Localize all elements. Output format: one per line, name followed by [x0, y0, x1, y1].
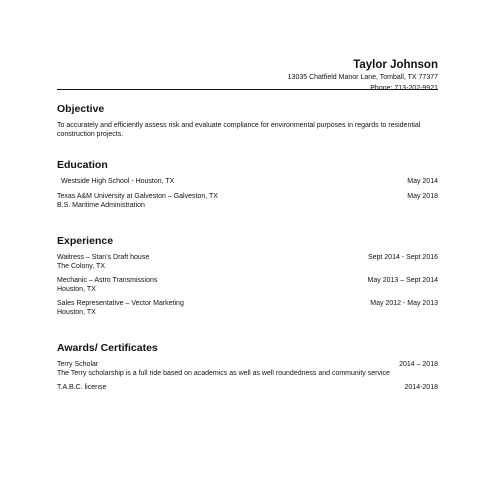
education-entry: [57, 192, 438, 210]
award-entry: [57, 383, 438, 392]
section-title-awards: Awards/ Certificates: [57, 342, 158, 354]
section-title-objective: Objective: [57, 103, 105, 115]
awards-section: [57, 342, 438, 392]
education-section: [57, 159, 438, 210]
experience-entry: [57, 299, 438, 317]
award-dates: 2014 – 2018: [399, 361, 438, 368]
candidate-name: Taylor Johnson: [353, 59, 438, 71]
job-title: Waitress – Stan’s Draft house: [57, 254, 150, 261]
experience-entry: [57, 253, 438, 271]
education-date: May 2014: [407, 178, 438, 185]
education-degree: B.S. Maritime Administration: [57, 202, 145, 209]
education-school: Westside High School - Houston, TX: [61, 178, 175, 185]
job-location: The Colony, TX: [57, 263, 105, 270]
education-school: Texas A&M University at Galveston – Galveston, TX: [57, 193, 218, 200]
job-dates: May 2012 - May 2013: [370, 300, 438, 307]
job-dates: Sept 2014 - Sept 2016: [367, 254, 438, 261]
objective-text: To accurately and efficiently assess risk and evaluate compliance for environmental purposes in regards to residential construction projects.: [57, 122, 421, 138]
experience-section: [57, 235, 438, 317]
job-dates: May 2013 – Sept 2014: [367, 277, 438, 284]
award-name: Terry Scholar: [57, 361, 99, 368]
award-entry: [57, 360, 438, 378]
objective-section: [57, 103, 438, 139]
header-divider: [57, 89, 438, 90]
education-date: May 2018: [407, 193, 438, 200]
job-title: Mechanic – Astro Transmissions: [57, 277, 158, 284]
award-name: T.A.B.C. license: [57, 384, 107, 391]
section-title-experience: Experience: [57, 235, 114, 247]
job-title: Sales Representative – Vector Marketing: [57, 300, 184, 307]
phone: Phone: 713-202-9921: [370, 85, 438, 92]
award-description: The Terry scholarship is a full ride based on academics as well as well roundedness and community service: [57, 370, 390, 377]
job-location: Houston, TX: [57, 309, 96, 316]
education-entry: [57, 177, 438, 186]
section-title-education: Education: [57, 159, 108, 171]
experience-entry: [57, 276, 438, 294]
job-location: Houston, TX: [57, 286, 96, 293]
address: 13035 Chatfield Manor Lane, Tomball, TX 77377: [287, 74, 438, 81]
award-dates: 2014-2018: [404, 384, 438, 391]
